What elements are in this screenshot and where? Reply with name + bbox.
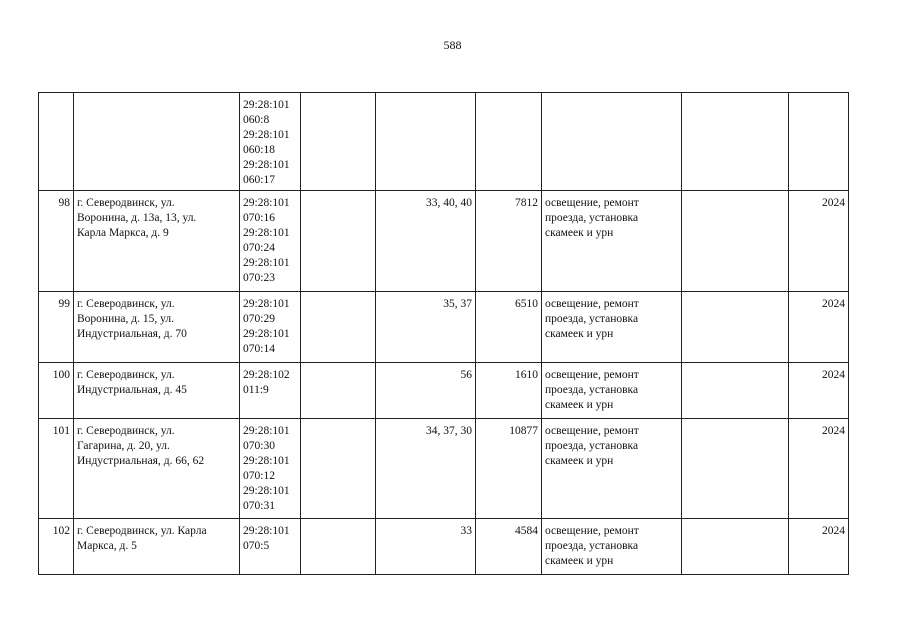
houses-cell: 35, 37 <box>376 292 476 363</box>
year-cell: 2024 <box>789 191 849 292</box>
page-number: 588 <box>443 38 462 52</box>
blank-cell <box>301 519 376 575</box>
blank-cell <box>301 93 376 191</box>
address-cell: г. Северодвинск, ул. Воронина, д. 15, ул. Индустриальная, д. 70 <box>74 292 240 363</box>
row-number <box>39 93 74 191</box>
area-cell: 7812 <box>476 191 542 292</box>
area-cell: 6510 <box>476 292 542 363</box>
empty-cell <box>682 93 789 191</box>
works-cell: освещение, ремонт проезда, установка скамеек и урн <box>542 519 682 575</box>
houses-cell: 33 <box>376 519 476 575</box>
table-row <box>39 519 849 575</box>
works-cell: освещение, ремонт проезда, установка скамеек и урн <box>542 363 682 419</box>
row-number: 100 <box>39 363 74 419</box>
address-cell: г. Северодвинск, ул. Воронина, д. 13а, 13, ул. Карла Маркса, д. 9 <box>74 191 240 292</box>
year-cell: 2024 <box>789 292 849 363</box>
row-number: 99 <box>39 292 74 363</box>
empty-cell <box>682 419 789 519</box>
table-row <box>39 93 849 191</box>
houses-cell: 33, 40, 40 <box>376 191 476 292</box>
cadastral-cell: 29:28:101 060:8 29:28:101 060:18 29:28:101 060:17 <box>240 93 301 191</box>
works-cell: освещение, ремонт проезда, установка скамеек и урн <box>542 292 682 363</box>
cadastral-cell: 29:28:101 070:5 <box>240 519 301 575</box>
area-cell: 4584 <box>476 519 542 575</box>
year-cell: 2024 <box>789 419 849 519</box>
blank-cell <box>301 292 376 363</box>
area-cell: 10877 <box>476 419 542 519</box>
houses-cell: 34, 37, 30 <box>376 419 476 519</box>
cadastral-cell: 29:28:101 070:30 29:28:101 070:12 29:28:101 070:31 <box>240 419 301 519</box>
works-cell <box>542 93 682 191</box>
cadastral-cell: 29:28:101 070:16 29:28:101 070:24 29:28:101 070:23 <box>240 191 301 292</box>
blank-cell <box>301 419 376 519</box>
area-cell <box>476 93 542 191</box>
area-cell: 1610 <box>476 363 542 419</box>
address-cell: г. Северодвинск, ул. Карла Маркса, д. 5 <box>74 519 240 575</box>
empty-cell <box>682 191 789 292</box>
improvement-table <box>38 92 849 575</box>
year-cell: 2024 <box>789 363 849 419</box>
row-number: 102 <box>39 519 74 575</box>
works-cell: освещение, ремонт проезда, установка скамеек и урн <box>542 419 682 519</box>
table-row <box>39 292 849 363</box>
row-number: 101 <box>39 419 74 519</box>
address-cell: г. Северодвинск, ул. Гагарина, д. 20, ул. Индустриальная, д. 66, 62 <box>74 419 240 519</box>
empty-cell <box>682 292 789 363</box>
cadastral-cell: 29:28:101 070:29 29:28:101 070:14 <box>240 292 301 363</box>
table-row <box>39 419 849 519</box>
address-cell <box>74 93 240 191</box>
empty-cell <box>682 363 789 419</box>
year-cell: 2024 <box>789 519 849 575</box>
empty-cell <box>682 519 789 575</box>
address-cell: г. Северодвинск, ул. Индустриальная, д. 45 <box>74 363 240 419</box>
table-row <box>39 191 849 292</box>
works-cell: освещение, ремонт проезда, установка скамеек и урн <box>542 191 682 292</box>
year-cell <box>789 93 849 191</box>
blank-cell <box>301 363 376 419</box>
row-number: 98 <box>39 191 74 292</box>
blank-cell <box>301 191 376 292</box>
cadastral-cell: 29:28:102 011:9 <box>240 363 301 419</box>
houses-cell: 56 <box>376 363 476 419</box>
table-row <box>39 363 849 419</box>
houses-cell <box>376 93 476 191</box>
